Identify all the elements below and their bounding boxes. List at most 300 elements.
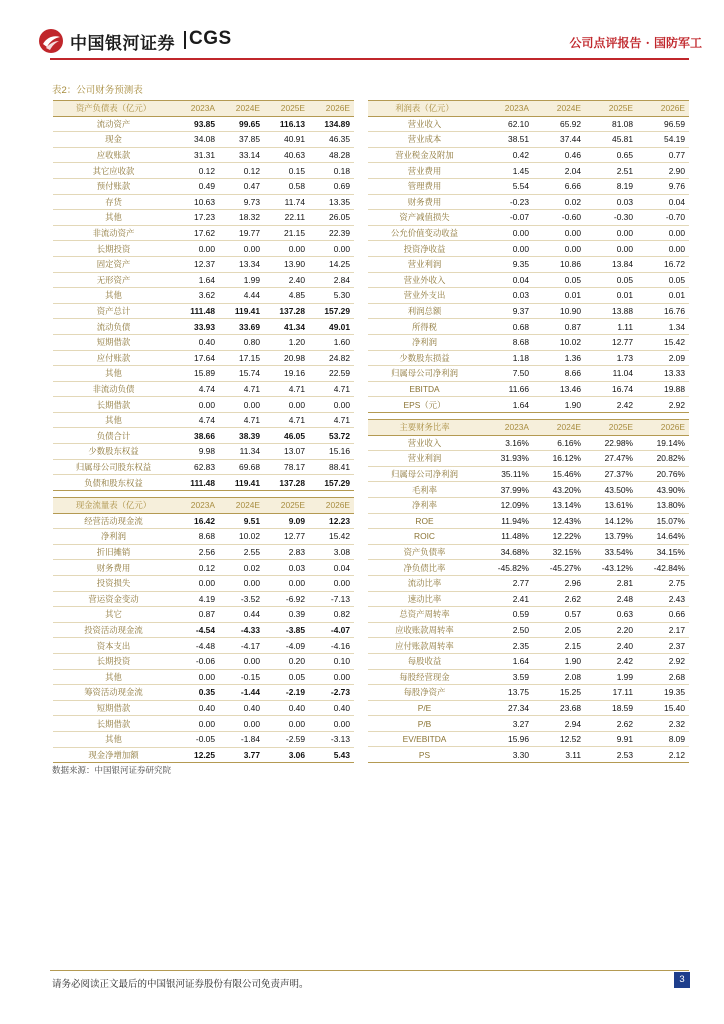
row-label: 财务费用 [53,560,174,576]
row-value: 15.74 [219,366,264,382]
row-value: 1.73 [585,350,637,366]
table-row [53,622,354,638]
row-value: 46.05 [264,428,309,444]
footer-divider [50,970,689,971]
row-value: 0.46 [533,147,585,163]
year-column-header: 2023A [174,498,219,514]
row-label: 资产减值损失 [368,210,481,226]
data-source-note: 数据来源：中国银河证券研究院 [52,765,172,775]
table-header-row [368,420,689,436]
row-value: 111.48 [174,475,219,491]
row-label: 净负债比率 [368,560,481,576]
row-value: 0.05 [264,669,309,685]
row-value: 11.48% [481,529,533,545]
row-value: 4.44 [219,288,264,304]
logo-divider [184,31,186,49]
row-value: 10.90 [533,303,585,319]
row-value: 1.64 [481,653,533,669]
row-value: 0.02 [533,194,585,210]
table-row [53,747,354,763]
table-row [53,638,354,654]
row-value: 2.96 [533,575,585,591]
row-value: 14.12% [585,513,637,529]
row-label: 流动负债 [53,319,174,335]
table-row [368,747,689,763]
table-row [368,731,689,747]
row-value: 10.86 [533,256,585,272]
row-value: 2.17 [637,622,689,638]
row-value: 0.00 [174,669,219,685]
row-value: 0.00 [637,225,689,241]
row-label: 营业利润 [368,256,481,272]
row-value: 2.92 [637,653,689,669]
row-value: 2.48 [585,591,637,607]
row-value: 15.16 [309,444,354,460]
row-value: 0.00 [264,397,309,413]
row-value: 0.00 [309,669,354,685]
row-value: -4.07 [309,622,354,638]
row-label: 营业成本 [368,132,481,148]
table-row [368,256,689,272]
table-row [53,428,354,444]
balance-sheet-table [53,100,354,491]
row-label: 负债和股东权益 [53,475,174,491]
row-label: 投资净收益 [368,241,481,257]
row-value: 2.77 [481,575,533,591]
row-label: 净利润 [53,529,174,545]
row-value: 9.37 [481,303,533,319]
row-value: 2.92 [637,397,689,413]
row-value: 4.71 [219,412,264,428]
row-value: 1.45 [481,163,533,179]
year-column-header: 2025E [585,101,637,117]
row-label: 存货 [53,194,174,210]
row-value: 40.63 [264,147,309,163]
row-value: 10.63 [174,194,219,210]
row-label: 归属母公司净利润 [368,366,481,382]
row-value: -0.70 [637,210,689,226]
row-value: 31.93% [481,451,533,467]
row-label: 归属母公司净利润 [368,466,481,482]
row-label: 流动资产 [53,116,174,132]
row-value: 9.91 [585,731,637,747]
row-label: 归属母公司股东权益 [53,459,174,475]
year-column-header: 2024E [533,101,585,117]
row-value: 12.23 [309,513,354,529]
row-label: ROE [368,513,481,529]
row-value: 4.74 [174,412,219,428]
row-value: 2.12 [637,747,689,763]
row-value: 1.90 [533,653,585,669]
row-value: 33.93 [174,319,219,335]
row-value: 5.43 [309,747,354,763]
row-value: -4.54 [174,622,219,638]
row-value: 0.18 [309,163,354,179]
row-value: 0.12 [174,163,219,179]
table-row [368,210,689,226]
row-value: 12.52 [533,731,585,747]
row-value: 2.75 [637,575,689,591]
row-value: 0.00 [533,225,585,241]
table-row [368,381,689,397]
row-value: 157.29 [309,475,354,491]
row-value: 15.25 [533,685,585,701]
row-value: 0.01 [585,288,637,304]
row-value: 134.89 [309,116,354,132]
row-value: 18.59 [585,700,637,716]
row-value: 0.68 [481,319,533,335]
table-row [368,397,689,413]
row-label: 净利率 [368,497,481,513]
row-label: 长期投资 [53,653,174,669]
row-label: 其他 [53,731,174,747]
table-title: 表2：公司财务预测表 [52,85,143,96]
row-value: 0.69 [309,178,354,194]
row-label: P/B [368,716,481,732]
row-label: 预付账款 [53,178,174,194]
table-row [53,653,354,669]
row-value: 2.53 [585,747,637,763]
table-row [53,475,354,491]
table-row [368,435,689,451]
table-row [53,731,354,747]
row-value: -0.05 [174,731,219,747]
table-row [53,147,354,163]
table-row [368,366,689,382]
row-value: 13.35 [309,194,354,210]
row-value: 1.36 [533,350,585,366]
row-value: 119.41 [219,303,264,319]
table-row [368,513,689,529]
row-value: -1.44 [219,685,264,701]
table-row [53,529,354,545]
row-value: 12.77 [264,529,309,545]
row-value: 2.50 [481,622,533,638]
row-value: 16.12% [533,451,585,467]
row-label: 资产总计 [53,303,174,319]
row-label: 经营活动现金流 [53,513,174,529]
row-value: 0.12 [174,560,219,576]
table-row [53,256,354,272]
row-value: 6.16% [533,435,585,451]
table-row [368,482,689,498]
row-value: 8.09 [637,731,689,747]
row-value: 0.20 [264,653,309,669]
row-value: 3.59 [481,669,533,685]
row-value: 14.25 [309,256,354,272]
row-value: 78.17 [264,459,309,475]
year-column-header: 2025E [264,101,309,117]
row-label: 所得税 [368,319,481,335]
row-label: 长期投资 [53,241,174,257]
row-value: 4.19 [174,591,219,607]
row-value: 2.90 [637,163,689,179]
row-value: 3.30 [481,747,533,763]
row-value: 0.87 [174,607,219,623]
table-row [53,334,354,350]
report-type: 公司点评报告 · 国防军工 [569,36,702,50]
row-value: 43.20% [533,482,585,498]
table-row [368,451,689,467]
row-value: -43.12% [585,560,637,576]
table-row [368,607,689,623]
row-value: 11.04 [585,366,637,382]
table-row [368,350,689,366]
table-row [53,116,354,132]
row-value: 45.81 [585,132,637,148]
row-value: 13.80% [637,497,689,513]
row-value: 81.08 [585,116,637,132]
row-value: 11.94% [481,513,533,529]
row-value: 0.42 [481,147,533,163]
row-label: 其他 [53,366,174,382]
row-label: EV/EBITDA [368,731,481,747]
row-value: 48.28 [309,147,354,163]
row-value: 0.00 [309,397,354,413]
row-label: 其它应收款 [53,163,174,179]
table-row [368,194,689,210]
cgs-logo-icon [38,28,64,54]
table-row [53,381,354,397]
row-value: 2.37 [637,638,689,654]
row-label: 毛利率 [368,482,481,498]
row-value: 2.32 [637,716,689,732]
row-value: -3.52 [219,591,264,607]
footer-disclaimer: 请务必阅读正文最后的中国银河证券股份有限公司免责声明。 [52,979,309,990]
row-value: 19.35 [637,685,689,701]
table-row [368,638,689,654]
row-value: 1.11 [585,319,637,335]
row-label: 净利润 [368,334,481,350]
row-value: 17.62 [174,225,219,241]
row-label: 固定资产 [53,256,174,272]
row-value: -45.82% [481,560,533,576]
row-label: 营业费用 [368,163,481,179]
header-divider [50,58,689,60]
row-value: 20.98 [264,350,309,366]
table-row [53,560,354,576]
table-row [53,544,354,560]
row-value: 9.76 [637,178,689,194]
row-value: 0.00 [264,575,309,591]
row-value: 49.01 [309,319,354,335]
row-value: 0.77 [637,147,689,163]
table-row [53,444,354,460]
row-value: 0.03 [481,288,533,304]
row-value: -6.92 [264,591,309,607]
row-value: 17.64 [174,350,219,366]
table-row [53,575,354,591]
row-value: 13.34 [219,256,264,272]
row-label: 投资损失 [53,575,174,591]
table-row [53,397,354,413]
row-value: 0.00 [264,716,309,732]
row-value: 0.00 [174,575,219,591]
row-value: 1.34 [637,319,689,335]
row-value: 4.71 [264,381,309,397]
page-header [0,0,724,64]
row-value: -45.27% [533,560,585,576]
table-row [53,272,354,288]
row-value: 3.11 [533,747,585,763]
row-value: 22.59 [309,366,354,382]
table-row [368,669,689,685]
row-value: 62.83 [174,459,219,475]
row-value: -0.30 [585,210,637,226]
row-value: 13.07 [264,444,309,460]
row-value: 17.23 [174,210,219,226]
row-value: 0.40 [219,700,264,716]
table-row [53,210,354,226]
table-row [53,716,354,732]
table-row [53,225,354,241]
row-value: 8.19 [585,178,637,194]
row-value: 0.00 [219,653,264,669]
row-value: 54.19 [637,132,689,148]
row-label: 短期借款 [53,700,174,716]
row-value: 37.85 [219,132,264,148]
row-label: 少数股东权益 [53,444,174,460]
row-value: 22.98% [585,435,637,451]
row-value: 32.15% [533,544,585,560]
row-value: 0.40 [264,700,309,716]
row-value: 5.54 [481,178,533,194]
row-value: 2.05 [533,622,585,638]
row-value: 2.62 [533,591,585,607]
table-heading: 现金流量表（亿元） [53,498,174,514]
row-label: 资本支出 [53,638,174,654]
table-row [368,178,689,194]
row-value: 17.15 [219,350,264,366]
table-heading: 资产负债表（亿元） [53,101,174,117]
table-row [53,591,354,607]
row-value: -4.33 [219,622,264,638]
row-value: -0.23 [481,194,533,210]
row-value: 13.75 [481,685,533,701]
row-label: PS [368,747,481,763]
row-value: 20.82% [637,451,689,467]
row-value: 0.65 [585,147,637,163]
table-row [368,497,689,513]
row-value: 0.49 [174,178,219,194]
row-value: 1.99 [585,669,637,685]
row-value: 13.46 [533,381,585,397]
table-row [53,132,354,148]
row-value: -4.16 [309,638,354,654]
row-value: 1.20 [264,334,309,350]
row-value: 27.47% [585,451,637,467]
row-value: 0.00 [174,716,219,732]
row-label: 无形资产 [53,272,174,288]
row-value: 16.72 [637,256,689,272]
row-label: 管理费用 [368,178,481,194]
row-value: -2.19 [264,685,309,701]
row-value: 111.48 [174,303,219,319]
row-label: 每股收益 [368,653,481,669]
row-value: 4.71 [264,412,309,428]
row-value: 2.42 [585,653,637,669]
row-label: EBITDA [368,381,481,397]
row-value: 8.68 [481,334,533,350]
row-value: 2.81 [585,575,637,591]
table-row [53,288,354,304]
row-label: 应付账款周转率 [368,638,481,654]
table-header-row [53,498,354,514]
row-value: 0.35 [174,685,219,701]
row-value: -2.59 [264,731,309,747]
row-value: -42.84% [637,560,689,576]
row-value: 12.22% [533,529,585,545]
table-row [368,334,689,350]
row-value: -0.15 [219,669,264,685]
row-value: 2.41 [481,591,533,607]
row-value: 13.88 [585,303,637,319]
row-value: 23.68 [533,700,585,716]
table-row [53,669,354,685]
row-value: 19.88 [637,381,689,397]
table-row [53,700,354,716]
row-value: 0.80 [219,334,264,350]
row-value: 35.11% [481,466,533,482]
row-value: 22.11 [264,210,309,226]
year-column-header: 2025E [264,498,309,514]
table-row [368,163,689,179]
row-label: 营业外收入 [368,272,481,288]
row-value: 33.69 [219,319,264,335]
table-row [53,366,354,382]
row-value: 4.71 [219,381,264,397]
table-row [53,303,354,319]
row-label: 少数股东损益 [368,350,481,366]
row-label: 总资产周转率 [368,607,481,623]
table-row [368,116,689,132]
row-label: 现金 [53,132,174,148]
year-column-header: 2024E [219,101,264,117]
row-value: 11.34 [219,444,264,460]
row-label: 营业外支出 [368,288,481,304]
row-value: 9.35 [481,256,533,272]
row-value: 38.39 [219,428,264,444]
table-row [53,412,354,428]
row-value: 12.25 [174,747,219,763]
row-label: 负债合计 [53,428,174,444]
row-value: 2.15 [533,638,585,654]
row-value: 0.00 [174,397,219,413]
row-label: 速动比率 [368,591,481,607]
row-value: 10.02 [219,529,264,545]
row-value: 7.50 [481,366,533,382]
row-value: 0.00 [481,241,533,257]
row-value: -0.60 [533,210,585,226]
table-row [53,350,354,366]
row-value: 12.43% [533,513,585,529]
row-value: 93.85 [174,116,219,132]
table-row [53,163,354,179]
row-value: 15.07% [637,513,689,529]
row-value: 0.00 [309,575,354,591]
row-value: 0.04 [309,560,354,576]
year-column-header: 2026E [637,101,689,117]
row-label: 其他 [53,669,174,685]
row-value: 0.59 [481,607,533,623]
row-value: -4.09 [264,638,309,654]
table-row [368,303,689,319]
table-row [368,132,689,148]
row-value: 33.54% [585,544,637,560]
row-value: 2.08 [533,669,585,685]
row-value: 15.89 [174,366,219,382]
row-value: 11.66 [481,381,533,397]
